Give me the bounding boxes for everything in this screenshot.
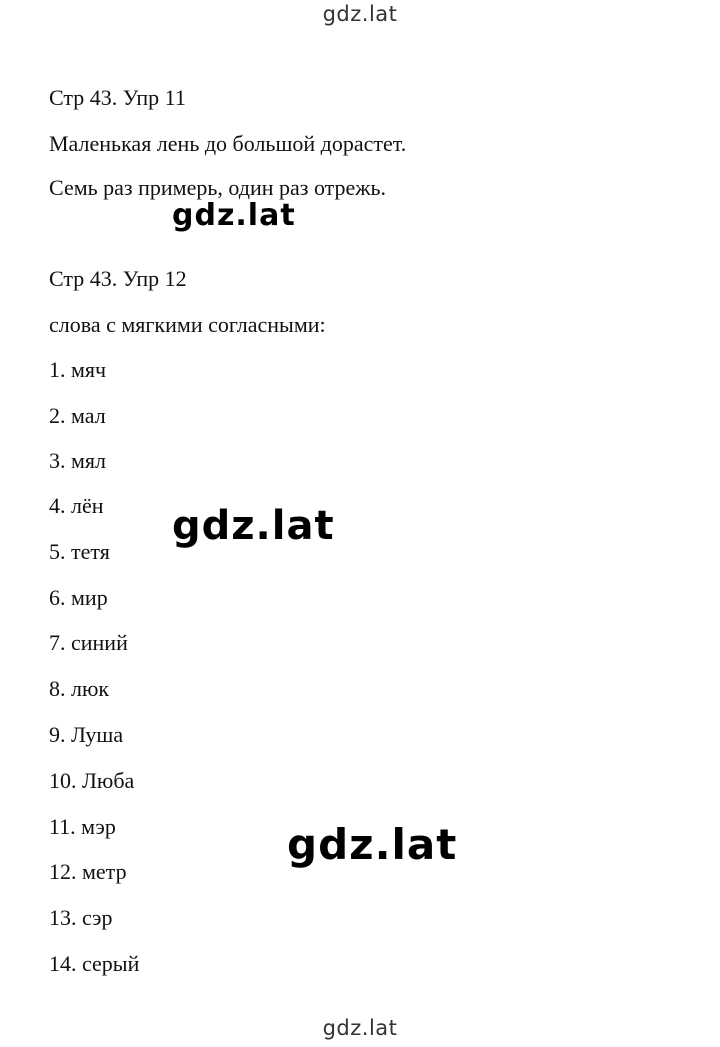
list-item: 6. мир: [49, 585, 108, 610]
list-item: 7. синий: [49, 630, 128, 655]
list-item: 2. мал: [49, 403, 106, 428]
proverb-line-2: Семь раз примерь, один раз отрежь.: [49, 175, 387, 200]
list-item: 4. лён: [49, 493, 104, 518]
list-item: 1. мяч: [49, 357, 107, 382]
list-item: 8. люк: [49, 676, 110, 701]
list-item: 5. тетя: [49, 539, 110, 564]
watermark-overlay: gdz.lat: [172, 503, 335, 549]
watermark-top: gdz.lat: [322, 2, 398, 26]
list-item: 11. мэр: [49, 814, 116, 839]
watermark-overlay: gdz.lat: [172, 198, 296, 233]
exercise-12-heading: Стр 43. Упр 12: [49, 266, 187, 291]
proverb-line-1: Маленькая лень до большой дорастет.: [49, 131, 407, 156]
exercise-11-heading: Стр 43. Упр 11: [49, 85, 186, 110]
list-item: 3. мял: [49, 448, 107, 473]
list-item: 10. Люба: [49, 768, 135, 793]
list-item: 9. Луша: [49, 722, 124, 747]
list-item: 12. метр: [49, 859, 127, 884]
watermark-overlay: gdz.lat: [287, 820, 458, 869]
exercise-12-intro: слова с мягкими согласными:: [49, 312, 326, 337]
watermark-bottom: gdz.lat: [322, 1016, 398, 1040]
list-item: 13. сэр: [49, 905, 113, 930]
list-item: 14. серый: [49, 951, 140, 976]
